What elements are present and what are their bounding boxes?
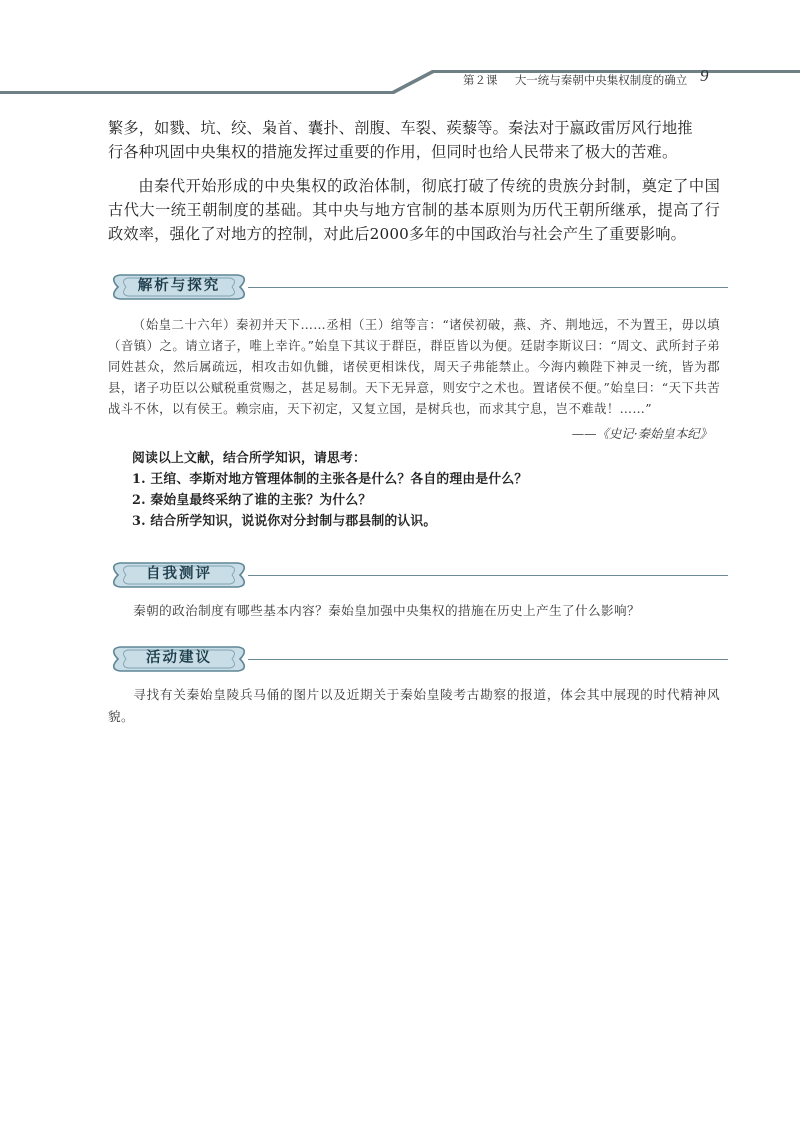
primary-source-quote: （始皇二十六年）秦初并天下……丞相（王）绾等言：“诸侯初破，燕、齐、荆地远，不为置王，毋以填（音镇）之。请立诸子，唯上幸许。”始皇下其议于群臣，群臣皆以为便。廷尉李斯议曰：“周文、武所封子弟同姓甚众，然后属疏远，相攻击如仇雠，诸侯更相诛伐，周天子弗能禁止。今海内赖陛下神灵一统，皆为郡县，诸子功臣以公赋税重赏赐之，甚足易制。天下无异意，则安宁之术也。置诸侯不便。”始皇曰：“天下共苦战斗不休，以有侯王。赖宗庙，天下初定，又复立国，是树兵也，而求其宁息，岂不难哉！……” [108,317,720,416]
body-paragraph-1-line-2: 行各种巩固中央集权的措施发挥过重要的作用，但同时也给人民带来了极大的苦难。 [108,143,678,161]
question-item: 1. 王绾、李斯对地方管理体制的主张各是什么？各自的理由是什么？ [132,472,528,487]
running-header [463,72,763,88]
lesson-label: 第２课 [463,73,498,87]
selftest-text: 秦朝的政治制度有哪些基本内容？秦始皇加强中央集权的措施在历史上产生了什么影响？ [133,603,640,618]
section-title: 活动建议 [146,650,212,666]
section-heading-activity [108,642,720,676]
page-content [108,116,720,728]
section-heading-analysis [108,270,720,304]
section-rule [248,575,728,576]
question-item: 3. 结合所学知识，说说你对分封制与郡县制的认识。 [132,514,437,529]
section-rule [248,659,728,660]
question-list [132,448,720,532]
quote-source: ——《史记·秦始皇本纪》 [571,426,712,441]
page-number: 9 [700,66,709,85]
activity-text: 寻找有关秦始皇陵兵马俑的图片以及近期关于秦始皇陵考古勘察的报道，体会其中展现的时代精神风貌。 [108,687,720,724]
question-item: 2. 秦始皇最终采纳了谁的主张？为什么？ [132,493,372,508]
section-heading-selftest [108,558,720,592]
body-paragraph-1-line-1: 繁多，如戮、坑、绞、枭首、囊扑、剖腹、车裂、蒺藜等。秦法对于嬴政雷厉风行地推 [108,119,693,137]
section-title: 解析与探究 [137,278,221,294]
section-title: 自我测评 [146,566,212,582]
section-rule [248,287,728,288]
question-prompt: 阅读以上文献，结合所学知识，请思考： [132,451,366,466]
lesson-title: 大一统与秦朝中央集权制度的确立 [514,73,688,87]
body-paragraph-2: 由秦代开始形成的中央集权的政治体制，彻底打破了传统的贵族分封制，奠定了中国古代大一统王朝制度的基础。其中央与地方官制的基本原则为历代王朝所继承，提高了行政效率，强化了对地方的控制，对此后2000多年的中国政治与社会产生了重要影响。 [108,177,720,243]
